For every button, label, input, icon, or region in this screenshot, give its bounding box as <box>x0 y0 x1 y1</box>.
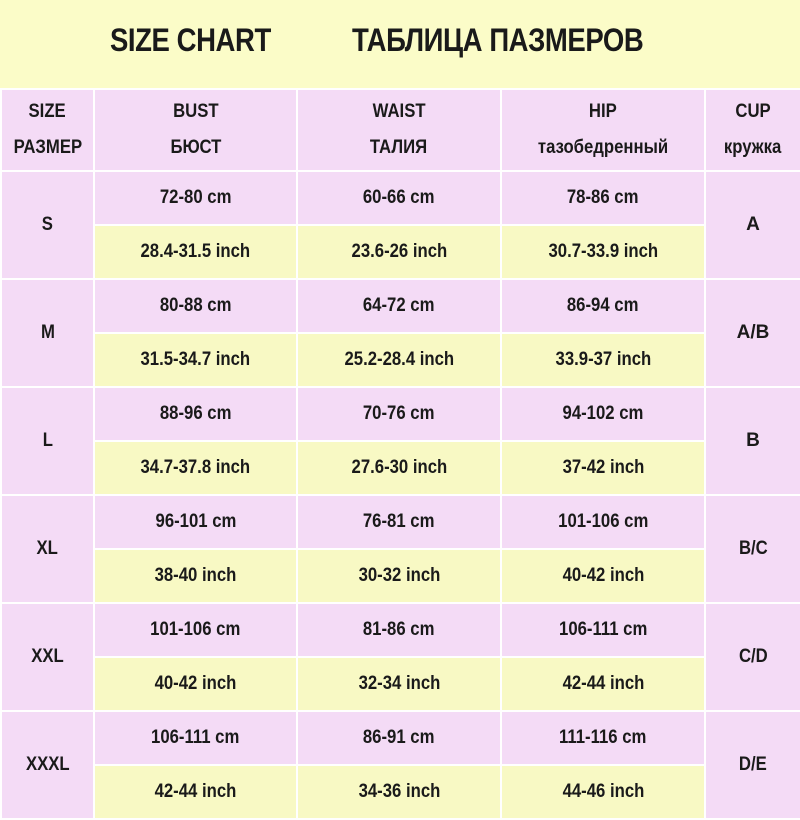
hip-inch-cell <box>501 333 705 387</box>
bust-cm-cell <box>94 171 297 225</box>
table-row <box>1 657 800 711</box>
bust-cm: 101-106 cm <box>150 619 241 640</box>
bust-cm-cell <box>94 711 297 765</box>
header-bust-en: BUST <box>172 101 219 122</box>
waist-cm-cell <box>297 711 501 765</box>
cup-label: A/B <box>736 322 770 343</box>
waist-cm-cell <box>297 495 501 549</box>
size-cell <box>1 495 94 603</box>
size-table <box>0 88 800 820</box>
bust-inch: 38-40 inch <box>154 565 237 586</box>
hip-inch-cell <box>501 657 705 711</box>
waist-cm-cell <box>297 603 501 657</box>
waist-cm: 76-81 cm <box>363 511 435 532</box>
hip-cm-cell <box>501 279 705 333</box>
bust-cm: 106-111 cm <box>151 727 240 748</box>
bust-inch-cell <box>94 333 297 387</box>
hip-cm: 78-86 cm <box>567 187 639 208</box>
size-label: XXL <box>31 646 64 667</box>
size-cell <box>1 711 94 819</box>
cup-cell <box>705 387 800 495</box>
bust-cm-cell <box>94 279 297 333</box>
header-row <box>1 89 800 171</box>
title-bar <box>0 0 800 88</box>
cup-label: D/E <box>739 754 767 775</box>
waist-cm: 70-76 cm <box>363 403 435 424</box>
bust-inch: 28.4-31.5 inch <box>140 241 251 262</box>
waist-cm-cell <box>297 387 501 441</box>
waist-inch-cell <box>297 549 501 603</box>
table-row <box>1 441 800 495</box>
bust-inch-cell <box>94 225 297 279</box>
hip-cm: 111-116 cm <box>559 727 647 748</box>
cup-cell <box>705 711 800 819</box>
waist-inch: 34-36 inch <box>358 781 440 802</box>
hip-inch: 30.7-33.9 inch <box>548 241 658 262</box>
bust-inch-cell <box>94 549 297 603</box>
table-row <box>1 495 800 549</box>
header-cup-ru: кружка <box>724 137 782 158</box>
size-cell <box>1 171 94 279</box>
title-russian: ТАБЛИЦА ПАЗМЕРОВ <box>352 22 644 58</box>
bust-inch-cell <box>94 441 297 495</box>
waist-inch: 27.6-30 inch <box>351 457 447 478</box>
table-row <box>1 225 800 279</box>
cup-label: B <box>746 430 760 451</box>
waist-inch: 30-32 inch <box>358 565 440 586</box>
table-row <box>1 711 800 765</box>
hip-inch: 33.9-37 inch <box>555 349 651 370</box>
hip-cm-cell <box>501 495 705 549</box>
waist-cm: 86-91 cm <box>363 727 435 748</box>
cup-cell <box>705 279 800 387</box>
hip-inch-cell <box>501 225 705 279</box>
bust-inch-cell <box>94 765 297 819</box>
size-cell <box>1 279 94 387</box>
cup-cell <box>705 495 800 603</box>
hip-cm: 106-111 cm <box>558 619 648 640</box>
header-hip <box>501 89 705 171</box>
bust-cm: 80-88 cm <box>159 295 232 316</box>
cup-cell <box>705 171 800 279</box>
waist-inch: 25.2-28.4 inch <box>344 349 454 370</box>
bust-inch: 42-44 inch <box>154 781 237 802</box>
hip-inch: 37-42 inch <box>562 457 644 478</box>
hip-cm-cell <box>501 711 705 765</box>
header-size-en: SIZE <box>28 101 67 122</box>
bust-cm: 88-96 cm <box>159 403 232 424</box>
hip-cm: 101-106 cm <box>557 511 649 532</box>
hip-inch-cell <box>501 441 705 495</box>
waist-inch: 23.6-26 inch <box>351 241 447 262</box>
header-size <box>1 89 94 171</box>
waist-inch-cell <box>297 765 501 819</box>
header-bust-ru: БЮСТ <box>170 137 221 158</box>
hip-inch: 44-46 inch <box>562 781 644 802</box>
bust-cm-cell <box>94 387 297 441</box>
header-waist-ru: ТАЛИЯ <box>370 137 428 158</box>
hip-inch-cell <box>501 549 705 603</box>
hip-cm-cell <box>501 387 705 441</box>
bust-inch: 40-42 inch <box>154 673 237 694</box>
cup-label: B/C <box>738 538 768 559</box>
cup-label: C/D <box>738 646 768 667</box>
size-label: M <box>40 322 55 343</box>
hip-inch-cell <box>501 765 705 819</box>
hip-cm: 86-94 cm <box>567 295 639 316</box>
table-row <box>1 603 800 657</box>
size-label: XXXL <box>25 754 70 775</box>
header-cup-en: CUP <box>735 101 771 122</box>
size-label: XL <box>36 538 59 559</box>
bust-inch: 31.5-34.7 inch <box>140 349 251 370</box>
bust-cm: 72-80 cm <box>159 187 232 208</box>
waist-inch: 32-34 inch <box>358 673 440 694</box>
waist-cm-cell <box>297 279 501 333</box>
header-hip-en: HIP <box>589 101 617 122</box>
bust-inch-cell <box>94 657 297 711</box>
waist-inch-cell <box>297 225 501 279</box>
title-english: SIZE CHART <box>110 22 271 58</box>
waist-inch-cell <box>297 657 501 711</box>
hip-cm-cell <box>501 603 705 657</box>
waist-inch-cell <box>297 333 501 387</box>
bust-inch: 34.7-37.8 inch <box>140 457 251 478</box>
bust-cm-cell <box>94 603 297 657</box>
bust-cm: 96-101 cm <box>155 511 236 532</box>
waist-cm: 64-72 cm <box>363 295 435 316</box>
hip-inch: 42-44 inch <box>562 673 644 694</box>
cup-cell <box>705 603 800 711</box>
header-waist-en: WAIST <box>372 101 426 122</box>
hip-inch: 40-42 inch <box>562 565 644 586</box>
table-row <box>1 765 800 819</box>
header-cup <box>705 89 800 171</box>
table-row <box>1 171 800 225</box>
header-hip-ru: тазобедренный <box>537 137 669 158</box>
header-bust <box>94 89 297 171</box>
hip-cm: 94-102 cm <box>562 403 644 424</box>
table-row <box>1 549 800 603</box>
waist-cm-cell <box>297 171 501 225</box>
waist-cm: 60-66 cm <box>363 187 435 208</box>
size-cell <box>1 387 94 495</box>
waist-inch-cell <box>297 441 501 495</box>
header-waist <box>297 89 501 171</box>
waist-cm: 81-86 cm <box>363 619 435 640</box>
size-label: L <box>42 430 53 451</box>
size-label: S <box>41 214 54 235</box>
bust-cm-cell <box>94 495 297 549</box>
header-size-ru: РАЗМЕР <box>13 137 82 158</box>
table-row <box>1 333 800 387</box>
table-row <box>1 279 800 333</box>
size-cell <box>1 603 94 711</box>
table-row <box>1 387 800 441</box>
cup-label: A <box>746 214 760 235</box>
hip-cm-cell <box>501 171 705 225</box>
